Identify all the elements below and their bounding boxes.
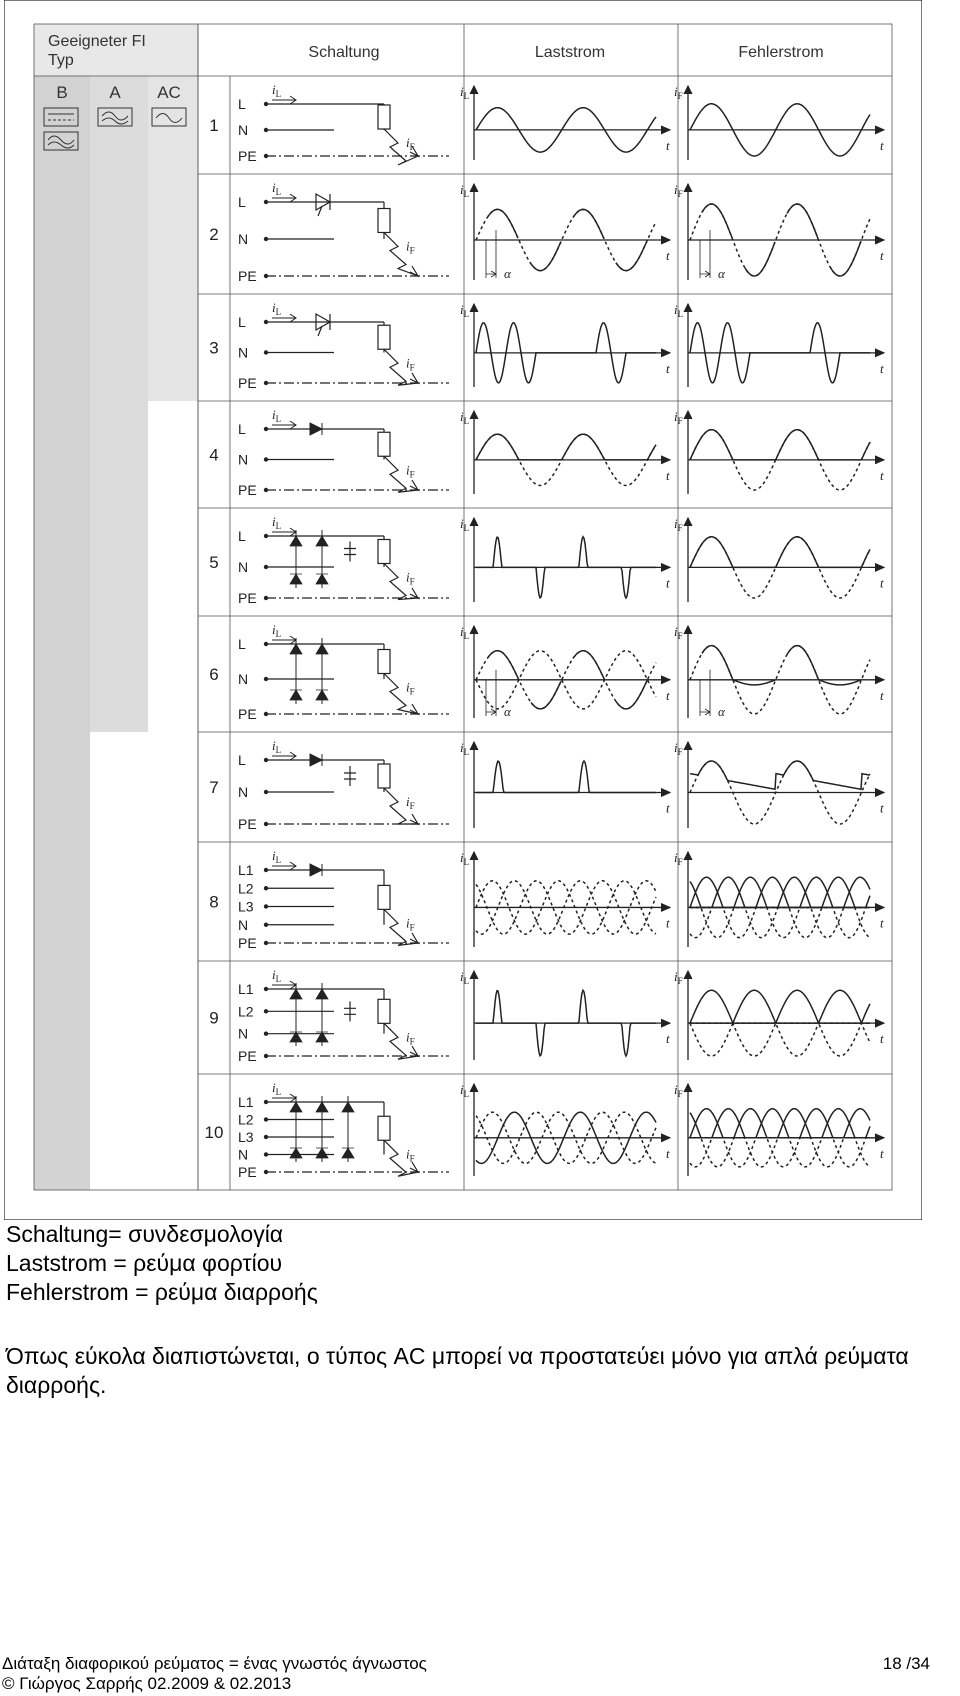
current-symbol: $i_L$: [460, 624, 470, 641]
t-axis-label: t: [880, 915, 884, 931]
type-label-ac: AC: [157, 83, 181, 102]
type-b-column-shade: [34, 76, 90, 1190]
row-number: 3: [209, 338, 219, 358]
terminal-dot: [264, 758, 268, 762]
current-symbol: $i_F$: [674, 182, 683, 199]
conductor-label-pe: PE: [238, 816, 257, 832]
conductor-label-n: N: [238, 1025, 249, 1042]
conductor-label-l2: L2: [238, 880, 254, 897]
circuit-fault-label: $i_F$: [406, 462, 415, 480]
terminal-dot: [264, 987, 268, 991]
conductor-label-n: N: [238, 1146, 249, 1163]
terminal-dot: [264, 565, 268, 569]
conductor-label-pe: PE: [238, 375, 257, 391]
terminal-dot: [264, 1135, 268, 1139]
rcd-type-table: [4, 0, 922, 1220]
t-axis-label: t: [880, 1031, 884, 1047]
terminal-dot: [264, 381, 268, 385]
t-axis-label: t: [666, 360, 670, 376]
type-label-b: B: [56, 83, 68, 102]
load-resistor: [378, 432, 390, 456]
current-symbol: $i_F$: [674, 850, 683, 867]
terminal-dot: [264, 1100, 268, 1104]
col-header-fault-current: Fehlerstrom: [738, 44, 824, 61]
type-title-line2: Typ: [48, 52, 74, 69]
conductor-label-n: N: [238, 451, 249, 468]
definition-circuit: Schaltung= συνδεσμολογία: [6, 1221, 284, 1247]
current-symbol: $i_L$: [460, 969, 470, 986]
load-resistor: [378, 885, 390, 909]
circuit-current-label: $i_L$: [272, 848, 282, 865]
conductor-label-l2: L2: [238, 1003, 254, 1020]
rcd-type-figure: [4, 0, 922, 1220]
terminal-dot: [264, 200, 268, 204]
terminal-dot: [264, 642, 268, 646]
conductor-label-pe: PE: [238, 935, 257, 951]
t-axis-label: t: [666, 1031, 670, 1047]
conductor-label-pe: PE: [238, 1048, 257, 1064]
definitions-block: [6, 1220, 318, 1307]
page-number: 18 /34: [882, 1654, 930, 1673]
conductor-label-n: N: [238, 559, 249, 575]
row-number: 5: [209, 553, 219, 572]
circuit-fault-label: $i_F$: [406, 569, 415, 587]
circuit-fault-label: $i_F$: [406, 355, 415, 373]
conductor-label-n: N: [238, 122, 249, 138]
terminal-dot: [264, 1170, 268, 1174]
conductor-label-l: L: [238, 636, 246, 652]
circuit-current-label: $i_L$: [272, 967, 282, 984]
t-axis-label: t: [880, 137, 884, 153]
footer-title: Διάταξη διαφορικού ρεύματος = ένας γνωστός άγνωστος: [2, 1654, 427, 1673]
t-axis-label: t: [880, 1145, 884, 1161]
terminal-dot: [264, 457, 268, 461]
terminal-dot: [264, 712, 268, 716]
row-number: 8: [209, 892, 219, 912]
circuit-fault-label: $i_F$: [406, 1146, 415, 1164]
terminal-dot: [264, 923, 268, 927]
type-a-column-shade: [90, 76, 148, 732]
current-symbol: $i_F$: [674, 624, 683, 641]
circuit-current-label: $i_L$: [272, 82, 282, 99]
terminal-dot: [264, 1054, 268, 1058]
t-axis-label: t: [666, 248, 670, 263]
terminal-dot: [264, 1152, 268, 1156]
t-axis-label: t: [666, 915, 670, 931]
t-axis-label: t: [880, 687, 884, 703]
row-number: 7: [209, 778, 219, 797]
t-axis-label: t: [666, 1145, 670, 1161]
row-number: 9: [209, 1008, 219, 1028]
t-axis-label: t: [666, 575, 670, 591]
circuit-current-label: $i_L$: [272, 300, 282, 317]
definition-load-current: Laststrom = ρεύμα φορτίου: [6, 1250, 283, 1276]
terminal-dot: [264, 488, 268, 492]
circuit-current-label: $i_L$: [272, 1080, 282, 1097]
type-title-line1: Geeigneter FI: [48, 33, 146, 50]
conductor-label-n: N: [238, 671, 249, 687]
current-symbol: $i_L$: [460, 84, 470, 101]
t-axis-label: t: [666, 467, 670, 483]
terminal-dot: [264, 1117, 268, 1121]
circuit-fault-label: $i_F$: [406, 1029, 415, 1047]
current-symbol: $i_F$: [674, 84, 683, 101]
terminal-dot: [264, 677, 268, 681]
t-axis-label: t: [880, 575, 884, 591]
terminal-dot: [264, 534, 268, 538]
t-axis-label: t: [666, 687, 670, 703]
conductor-label-pe: PE: [238, 706, 257, 722]
circuit-fault-label: $i_F$: [406, 915, 415, 933]
current-symbol: $i_L$: [460, 1082, 470, 1099]
circuit-current-label: $i_L$: [272, 514, 282, 531]
row-number: 10: [204, 1123, 224, 1142]
conductor-label-l: L: [238, 528, 246, 544]
conclusion-text: Όπως εύκολα διαπιστώνεται, ο τύπος AC μπορεί να προστατεύει μόνο για απλά ρεύματα διαρροής.: [6, 1343, 909, 1398]
type-label-a: A: [109, 83, 121, 102]
circuit-fault-label: $i_F$: [406, 135, 415, 152]
load-resistor: [378, 999, 390, 1023]
conductor-label-pe: PE: [238, 590, 257, 606]
conductor-label-l: L: [238, 752, 246, 768]
terminal-dot: [264, 274, 268, 278]
t-axis-label: t: [666, 137, 670, 153]
t-axis-label: t: [880, 467, 884, 483]
conductor-label-n: N: [238, 784, 249, 800]
conductor-label-pe: PE: [238, 268, 257, 284]
terminal-dot: [264, 1031, 268, 1035]
circuit-current-label: $i_L$: [272, 180, 282, 197]
current-symbol: $i_F$: [674, 516, 683, 533]
alpha-label: α: [504, 704, 511, 719]
terminal-dot: [264, 350, 268, 354]
type-ac-column-shade: [148, 76, 198, 401]
circuit-fault-label: $i_F$: [406, 238, 415, 256]
current-symbol: $i_L$: [674, 302, 684, 319]
alpha-label: α: [718, 704, 725, 719]
load-resistor: [378, 540, 390, 564]
terminal-dot: [264, 886, 268, 890]
conductor-label-n: N: [238, 231, 249, 247]
terminal-dot: [264, 1009, 268, 1013]
terminal-dot: [264, 941, 268, 945]
t-axis-label: t: [880, 360, 884, 376]
terminal-dot: [264, 128, 268, 132]
current-symbol: $i_F$: [674, 1082, 683, 1099]
conductor-label-l: L: [238, 194, 246, 210]
row-number: 2: [209, 225, 219, 244]
terminal-dot: [264, 822, 268, 826]
current-symbol: $i_F$: [674, 409, 683, 426]
current-symbol: $i_F$: [674, 740, 683, 757]
terminal-dot: [264, 427, 268, 431]
load-resistor: [378, 105, 390, 129]
terminal-dot: [264, 320, 268, 324]
row-number: 4: [209, 445, 219, 465]
conductor-label-pe: PE: [238, 1164, 257, 1180]
footer-left: [2, 1654, 427, 1694]
alpha-label: α: [504, 266, 511, 281]
current-symbol: $i_L$: [460, 740, 470, 757]
load-resistor: [378, 209, 390, 233]
terminal-dot: [264, 102, 268, 106]
conductor-label-l1: L1: [238, 981, 254, 997]
current-symbol: $i_L$: [460, 850, 470, 867]
col-header-circuit: Schaltung: [308, 44, 380, 61]
current-symbol: $i_L$: [460, 182, 470, 199]
terminal-dot: [264, 596, 268, 600]
definition-fault-current: Fehlerstrom = ρεύμα διαρροής: [6, 1279, 318, 1305]
t-axis-label: t: [880, 248, 884, 263]
row-number: 6: [209, 665, 219, 684]
terminal-dot: [264, 237, 268, 241]
footer-copyright: © Γιώργος Σαρρής 02.2009 & 02.2013: [2, 1674, 292, 1693]
conductor-label-l: L: [238, 421, 246, 437]
load-resistor: [378, 650, 390, 674]
load-resistor: [378, 1116, 390, 1140]
t-axis-label: t: [880, 800, 884, 816]
current-symbol: $i_L$: [460, 302, 470, 319]
current-symbol: $i_L$: [460, 409, 470, 426]
alpha-label: α: [718, 266, 725, 281]
row-number: 1: [209, 116, 219, 135]
current-symbol: $i_L$: [460, 516, 470, 533]
load-resistor: [378, 764, 390, 788]
conductor-label-n: N: [238, 344, 249, 361]
conductor-label-l1: L1: [238, 862, 254, 878]
conductor-label-pe: PE: [238, 148, 257, 164]
conductor-label-l: L: [238, 96, 246, 112]
terminal-dot: [264, 868, 268, 872]
conductor-label-n: N: [238, 916, 249, 933]
col-header-load-current: Laststrom: [534, 44, 606, 61]
circuit-current-label: $i_L$: [272, 622, 282, 639]
load-resistor: [378, 325, 390, 349]
conductor-label-l3: L3: [238, 1129, 254, 1145]
circuit-fault-label: $i_F$: [406, 794, 415, 811]
conductor-label-l: L: [238, 314, 246, 330]
circuit-current-label: $i_L$: [272, 407, 282, 424]
terminal-dot: [264, 790, 268, 794]
t-axis-label: t: [666, 800, 670, 816]
terminal-dot: [264, 904, 268, 908]
conductor-label-l3: L3: [238, 898, 254, 915]
circuit-current-label: $i_L$: [272, 738, 282, 755]
current-symbol: $i_F$: [674, 969, 683, 986]
conductor-label-l1: L1: [238, 1094, 254, 1110]
conductor-label-pe: PE: [238, 482, 257, 498]
circuit-fault-label: $i_F$: [406, 679, 415, 697]
conductor-label-l2: L2: [238, 1111, 254, 1128]
terminal-dot: [264, 154, 268, 158]
